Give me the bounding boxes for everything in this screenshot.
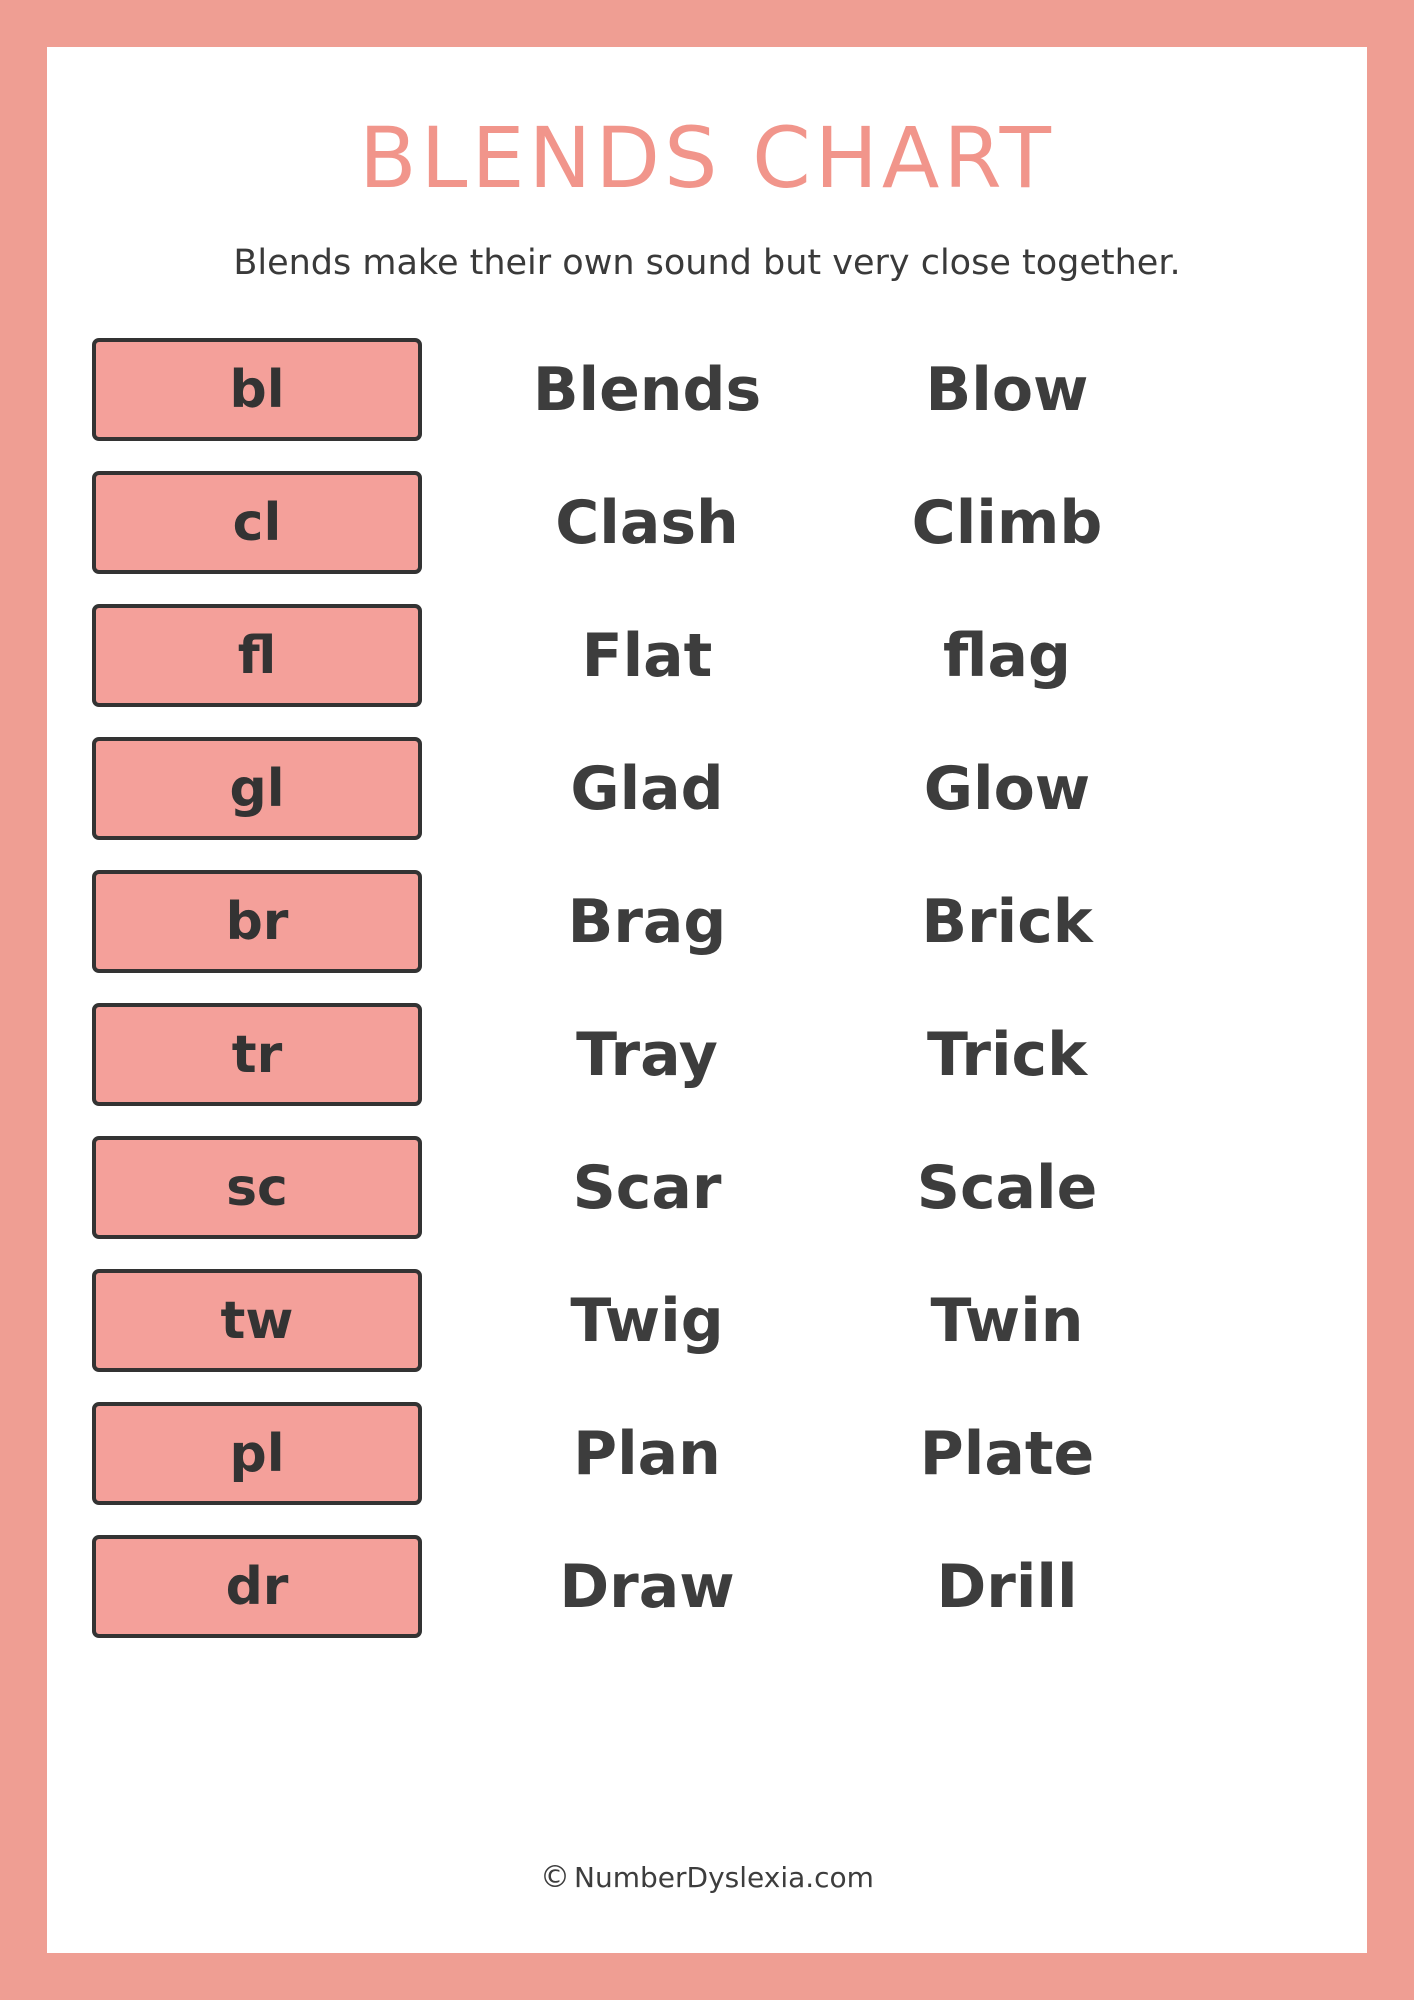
- blend-chip-cell: [47, 338, 467, 441]
- table-row: [47, 1387, 1367, 1520]
- blend-chip: fl: [92, 604, 422, 707]
- example-word-2: Scale: [916, 1152, 1098, 1223]
- blend-chip: pl: [92, 1402, 422, 1505]
- table-row: [47, 1254, 1367, 1387]
- table-row: [47, 1121, 1367, 1254]
- example-word-1: Clash: [555, 487, 739, 558]
- table-row: [47, 855, 1367, 988]
- blend-chip: bl: [92, 338, 422, 441]
- example-word-1: Tray: [576, 1019, 718, 1090]
- blend-chip-cell: [47, 737, 467, 840]
- table-row: [47, 323, 1367, 456]
- example-word-1: Scar: [572, 1152, 722, 1223]
- example-word-1: Plan: [573, 1418, 721, 1489]
- blend-chip-cell: [47, 1269, 467, 1372]
- table-row: [47, 456, 1367, 589]
- table-row: [47, 722, 1367, 855]
- blend-chip: br: [92, 870, 422, 973]
- blend-chip: cl: [92, 471, 422, 574]
- example-word-1: Twig: [570, 1285, 724, 1356]
- example-word-1: Glad: [570, 753, 724, 824]
- example-word-2: Trick: [927, 1019, 1087, 1090]
- example-word-1: Draw: [559, 1551, 735, 1622]
- example-word-1: Flat: [581, 620, 713, 691]
- table-row: [47, 1520, 1367, 1653]
- footer-credit: [47, 1860, 1367, 1895]
- blend-chip-cell: [47, 1003, 467, 1106]
- footer-text: NumberDyslexia.com: [574, 1861, 874, 1894]
- example-word-2: Climb: [911, 487, 1103, 558]
- example-word-2: Glow: [923, 753, 1091, 824]
- example-word-2: flag: [943, 620, 1071, 691]
- table-row: [47, 988, 1367, 1121]
- blend-chip-cell: [47, 471, 467, 574]
- example-word-2: Plate: [919, 1418, 1095, 1489]
- blend-chip: gl: [92, 737, 422, 840]
- blends-table: [47, 323, 1367, 1653]
- blend-chip-cell: [47, 1402, 467, 1505]
- example-word-1: Brag: [567, 886, 727, 957]
- example-word-2: Blow: [925, 354, 1089, 425]
- blend-chip: dr: [92, 1535, 422, 1638]
- blend-chip: tr: [92, 1003, 422, 1106]
- blend-chip-cell: [47, 870, 467, 973]
- example-word-2: Drill: [936, 1551, 1078, 1622]
- example-word-1: Blends: [532, 354, 762, 425]
- blend-chip: sc: [92, 1136, 422, 1239]
- blend-chip-cell: [47, 604, 467, 707]
- worksheet-page: [47, 47, 1367, 1953]
- blend-chip: tw: [92, 1269, 422, 1372]
- copyright-icon: ©: [540, 1860, 571, 1895]
- example-word-2: Brick: [921, 886, 1093, 957]
- page-subtitle: Blends make their own sound but very close together.: [233, 243, 1181, 283]
- example-word-2: Twin: [930, 1285, 1084, 1356]
- blend-chip-cell: [47, 1136, 467, 1239]
- blend-chip-cell: [47, 1535, 467, 1638]
- table-row: [47, 589, 1367, 722]
- page-title: BLENDS CHART: [359, 109, 1055, 207]
